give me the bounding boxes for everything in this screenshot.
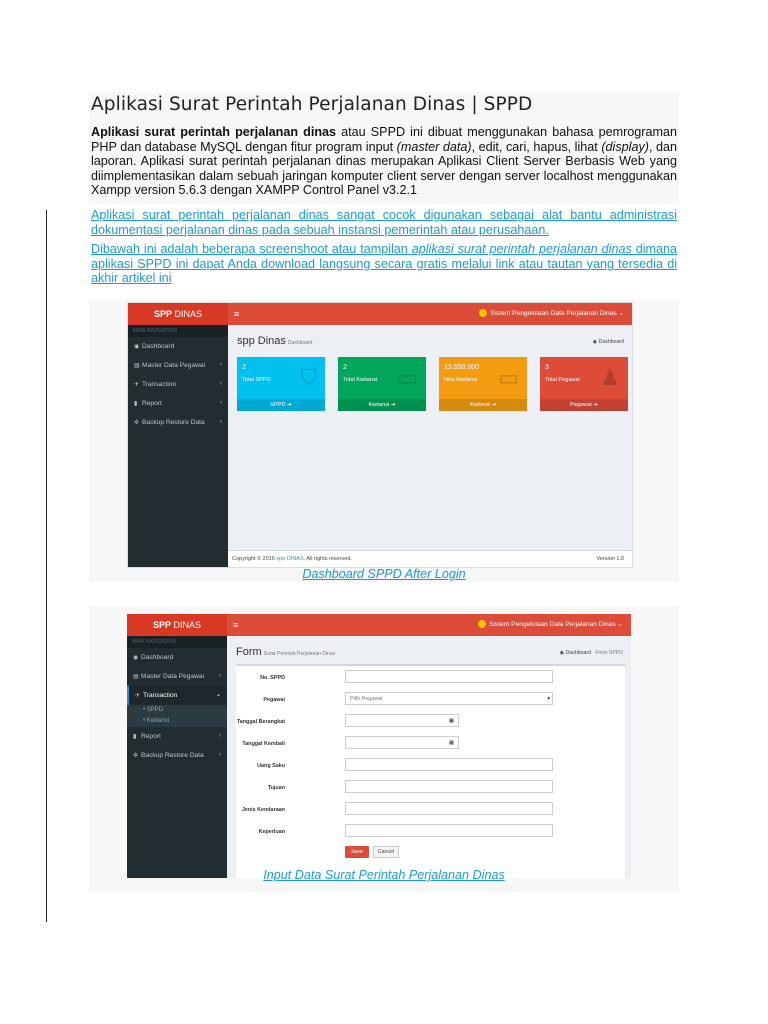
label-tanggal-kembali: Tanggal Kembali — [242, 741, 285, 747]
link-paragraph-1[interactable]: Aplikasi surat perintah perjalanan dinas sangat cocok digunakan sebagai alat bantu administrasi dokumentasi perjalanan dinas pada sebuah instansi pemerintah atau perusahaan. — [91, 207, 677, 237]
stat-value: 2 — [343, 364, 347, 371]
chevron-left-icon: ‹ — [219, 733, 221, 739]
sidebar-item-transaction[interactable]: ✈ Transaction ⌄ — [127, 686, 227, 705]
chevron-left-icon: ‹ — [220, 419, 222, 425]
form-screenshot — [127, 614, 631, 878]
tujuan-input[interactable] — [345, 780, 553, 793]
menu-toggle-icon[interactable]: ≡ — [234, 309, 240, 319]
cancel-button[interactable]: Cancel — [373, 846, 399, 858]
sidebar-item-backup[interactable]: ✲ Backup Restore Data ‹ — [128, 413, 228, 432]
sidebar-subitem-sppd[interactable]: • SPPD — [127, 705, 227, 716]
menu-toggle-icon[interactable]: ≡ — [233, 620, 239, 630]
intro-master: (master data) — [396, 139, 472, 154]
stat-value: 13.550.000 — [444, 364, 480, 371]
chevron-left-icon: ‹ — [220, 381, 222, 387]
article — [89, 92, 679, 882]
file-icon: ▮ — [134, 401, 138, 407]
label-tujuan: Tujuan — [267, 785, 285, 791]
select-arrow-icon: ▾ — [547, 696, 550, 702]
stat-box-nilai — [439, 357, 527, 411]
label-uang-saku: Uang Saku — [257, 763, 285, 769]
nav-label: MAIN NAVIGATION — [128, 325, 228, 337]
credit-card-icon: ▭ — [498, 365, 519, 390]
dashboard-screenshot — [127, 302, 633, 568]
dashboard-icon: ◉ — [133, 655, 139, 661]
topbar — [227, 614, 631, 636]
brand-logo[interactable]: SPP DINAS — [127, 614, 227, 636]
form-panel — [236, 664, 625, 878]
link-2-text-b[interactable]: aplikasi surat perintah perjalanan dinas — [411, 242, 632, 257]
chevron-down-icon: ⌄ — [215, 692, 221, 698]
stat-box-kwitansi — [338, 357, 426, 411]
form-content — [227, 636, 631, 878]
sidebar-subitem-kwitansi[interactable]: • Kwitansi — [127, 716, 227, 727]
save-button[interactable]: Save — [345, 846, 369, 858]
topbar — [228, 303, 632, 325]
title-band — [89, 92, 679, 123]
sidebar-item-dashboard[interactable]: ◉ Dashboard — [128, 337, 228, 356]
brand-logo[interactable]: SPP DINAS — [128, 303, 228, 325]
version: Version 1.0 — [596, 556, 624, 562]
stat-box-sppd — [237, 357, 325, 411]
link-paragraph-2[interactable] — [89, 242, 679, 286]
keperluan-input[interactable] — [345, 824, 553, 837]
user-plus-icon: ♟ — [600, 365, 620, 390]
caption-dashboard[interactable]: Dashboard SPPD After Login — [302, 567, 466, 581]
bag-icon: ⛉ — [300, 365, 317, 390]
margin-line — [46, 210, 47, 922]
intro-display: (display) — [601, 139, 649, 154]
copyright-link[interactable]: spp DINAS — [276, 556, 304, 562]
dashboard-icon: ◉ — [134, 344, 140, 350]
stat-box-pegawai — [540, 357, 628, 411]
stat-label: Total Pegawai — [545, 377, 580, 383]
sidebar-item-report[interactable]: ▮ Report ‹ — [128, 394, 228, 413]
pegawai-select[interactable]: Pilih Pegawai ▾ — [345, 692, 553, 705]
link-2-text-c[interactable]: dimana aplikasi SPPD ini dapat Anda download langsung secara gratis melalui link atau tautan yang tersedia di akhir artikel ini — [91, 242, 677, 286]
user-menu[interactable]: Sistem Pengelolaan Data Perjalanan Dinas ⌄ — [479, 303, 624, 325]
stat-footer-link[interactable]: SPPD ➔ — [237, 399, 325, 411]
sidebar — [127, 614, 227, 878]
chevron-left-icon: ‹ — [220, 362, 222, 368]
label-jenis-kendaraan: Jenis Kendaraan — [241, 807, 285, 813]
calendar-icon[interactable]: ▦ — [448, 718, 454, 724]
label-pegawai: Pegawai — [263, 697, 285, 703]
sidebar-item-backup[interactable]: ✲ Backup Restore Data ‹ — [127, 746, 227, 765]
book-icon: ▤ — [134, 363, 140, 369]
intro-text-2: , edit, cari, hapus, lihat — [471, 139, 602, 154]
book-icon: ▤ — [133, 674, 139, 680]
uang-saku-input[interactable] — [345, 758, 553, 771]
avatar — [478, 620, 486, 628]
figure-form — [89, 606, 679, 892]
page-title: Form Surat Perintah Perjalanan Dinas — [236, 646, 336, 658]
stat-footer-link[interactable]: Pegawai ➔ — [540, 399, 628, 411]
jenis-kendaraan-input[interactable] — [345, 802, 553, 815]
intro-paragraph — [89, 123, 679, 204]
gears-icon: ✲ — [133, 753, 139, 759]
no-sppd-input[interactable] — [345, 670, 553, 683]
intro-text-3: , dan laporan. Aplikasi surat perintah perjalanan dinas merupakan Aplikasi Client Server Berbasis Web yang diimplementasikan dalam sebuah jaringan komputer client server dengan server localhost menggunakan Xampp version 5.6.3 dengan XAMPP Control Panel v3.2.1 — [91, 139, 677, 198]
sidebar-item-transaction[interactable]: ✈ Transaction ‹ — [128, 375, 228, 394]
caption-form[interactable]: Input Data Surat Perintah Perjalanan Dinas — [263, 868, 505, 882]
stat-footer-link[interactable]: Kwitansi ➔ — [338, 399, 426, 411]
tanggal-kembali-input[interactable] — [345, 736, 459, 749]
sidebar-item-report[interactable]: ▮ Report ‹ — [127, 727, 227, 746]
label-keperluan: Keperluan — [258, 829, 285, 835]
stat-value: 3 — [545, 364, 549, 371]
gears-icon: ✲ — [134, 420, 140, 426]
tanggal-berangkat-input[interactable] — [345, 714, 459, 727]
dashboard-content — [228, 325, 632, 551]
stat-label: Total SPPD — [242, 377, 271, 383]
stat-label: Nilai Kwitansi — [444, 377, 478, 383]
label-tanggal-berangkat: Tanggal Berangkat — [236, 719, 285, 725]
stat-value: 2 — [242, 364, 246, 371]
plane-icon: ✈ — [135, 693, 141, 699]
stat-footer-link[interactable]: Kwitansi ➔ — [439, 399, 527, 411]
page-title: spp Dinas Dashboard — [237, 335, 313, 347]
chevron-left-icon: ‹ — [220, 400, 222, 406]
plane-icon: ✈ — [134, 382, 140, 388]
link-2-text-a[interactable]: Dibawah ini adalah beberapa screenshoot atau tampilan — [91, 242, 412, 257]
user-menu[interactable]: Sistem Pengelolaan Data Perjalanan Dinas ⌄ — [478, 614, 623, 636]
stat-label: Total Kwitansi — [343, 377, 378, 383]
sidebar — [128, 303, 228, 567]
article-title: Aplikasi Surat Perintah Perjalanan Dinas | SPPD — [91, 94, 533, 115]
sidebar-item-master-data[interactable]: ▤ Master Data Pegawai ‹ — [128, 356, 228, 375]
chevron-left-icon: ‹ — [219, 752, 221, 758]
calendar-icon[interactable]: ▦ — [448, 740, 454, 746]
breadcrumb[interactable]: ◉ Dashboard — [592, 339, 624, 345]
sidebar-item-master-data[interactable]: ▤ Master Data Pegawai ‹ — [127, 667, 227, 686]
figure-dashboard — [89, 300, 679, 582]
chevron-left-icon: ‹ — [219, 673, 221, 679]
file-icon: ▮ — [133, 734, 137, 740]
intro-bold: Aplikasi surat perintah perjalanan dinas — [91, 125, 337, 139]
sidebar-item-dashboard[interactable]: ◉ Dashboard — [127, 648, 227, 667]
intro-text-1: atau SPPD ini dibuat menggunakan bahasa pemrograman PHP dan database MySQL dengan fitur program input — [91, 125, 678, 154]
app-footer — [228, 550, 632, 567]
avatar — [479, 309, 487, 317]
copyright: Copyright © 2016 spp DINAS. All rights reserved. — [232, 556, 352, 562]
nav-label: MAIN NAVIGATION — [127, 636, 227, 648]
label-no-sppd: No. SPPD — [260, 675, 285, 681]
credit-card-icon: ▭ — [397, 365, 418, 390]
breadcrumb[interactable]: ◉ Dashboard Form SPPD — [559, 650, 623, 656]
